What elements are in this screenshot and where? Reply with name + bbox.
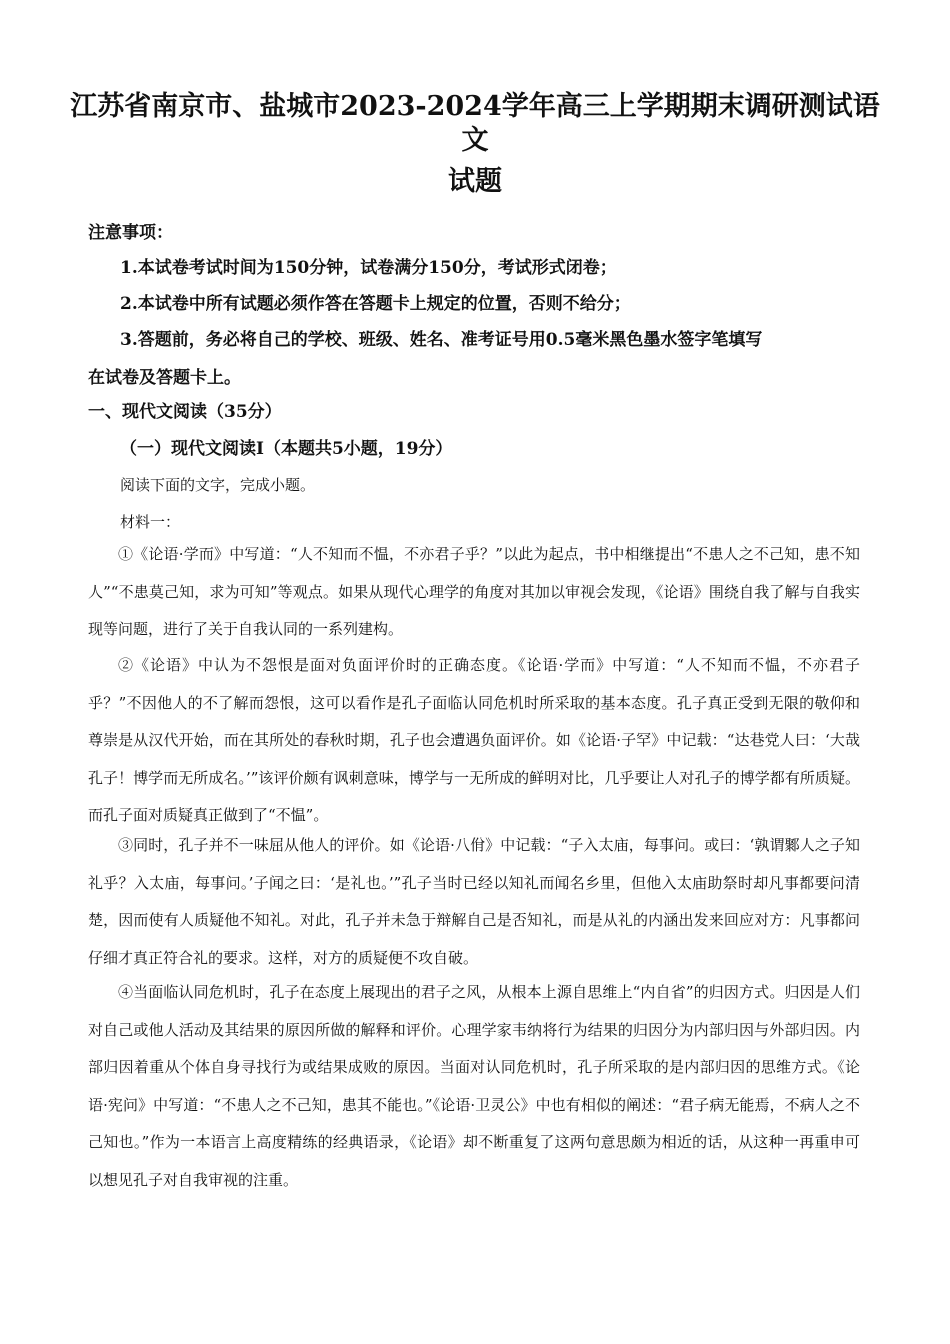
notice-item-3-line2: 在试卷及答题卡上。 <box>88 368 241 388</box>
passage-paragraph-3: ③同时，孔子并不一味屈从他人的评价。如《论语·八佾》中记载：“子入太庙，每事问。或曰：‘孰谓鄹人之子知礼乎？入太庙，每事问。’子闻之曰：‘是礼也。’”孔子当时已经以知礼而闻名乡里，但他入太庙助祭时却凡事都要问清楚，因而使有人质疑他不知礼。对此，孔子并未急于辩解自己是否知礼，而是从礼的内涵出发来回应对方：凡事都问仔细才真正符合礼的要求。这样，对方的质疑便不攻自破。 <box>88 836 860 967</box>
notice-heading: 注意事项： <box>88 223 173 243</box>
subsection-heading: （一）现代文阅读Ⅰ（本题共5小题，19分） <box>120 439 453 459</box>
passage-paragraph-2: ②《论语》中认为不怨恨是面对负面评价时的正确态度。《论语·学而》中写道：“人不知而不愠，不亦君子乎？”不因他人的不了解而怨恨，这可以看作是孔子面临认同危机时所采取的基本态度。孔子真正受到无限的敬仰和尊崇是从汉代开始，而在其所处的春秋时期，孔子也会遭遇负面评价。如《论语·子罕》中记载：“达巷党人曰：‘大哉孔子！博学而无所成名。’”该评价颇有讽刺意味，博学与一无所成的鲜明对比，几乎要让人对孔子的博学都有所质疑。而孔子面对质疑真正做到了“不愠”。 <box>88 656 860 824</box>
exam-title-line1: 江苏省南京市、盐城市2023-2024学年高三上学期期末调研测试语文 <box>70 91 880 156</box>
notice-item-1: 1.本试卷考试时间为150分钟，试卷满分150分，考试形式闭卷； <box>120 258 617 278</box>
notice-item-3-line1: 3.答题前，务必将自己的学校、班级、姓名、准考证号用0.5毫米黑色墨水签字笔填写 <box>120 330 763 350</box>
reading-instruction: 阅读下面的文字，完成小题。 <box>120 476 316 494</box>
material-label: 材料一： <box>120 513 181 531</box>
passage-paragraph-4: ④当面临认同危机时，孔子在态度上展现出的君子之风，从根本上源自思维上“内自省”的归因方式。归因是人们对自己或他人活动及其结果的原因所做的解释和评价。心理学家韦纳将行为结果的归因分为内部归因与外部归因。内部归因着重从个体自身寻找行为或结果成败的原因。当面对认同危机时，孔子所采取的是内部归因的思维方式。《论语·宪问》中写道：“不患人之不己知，患其不能也。”《论语·卫灵公》中也有相似的阐述：“君子病无能焉，不病人之不己知也。”作为一本语言上高度精练的经典语录，《论语》却不断重复了这两句意思颇为相近的话，从这种一再重申可以想见孔子对自我审视的注重。 <box>88 983 860 1189</box>
notice-item-2: 2.本试卷中所有试题必须作答在答题卡上规定的位置，否则不给分； <box>120 294 631 314</box>
exam-title-line2: 试题 <box>448 166 502 197</box>
section-heading: 一、现代文阅读（35分） <box>88 402 282 422</box>
passage-paragraph-1: ①《论语·学而》中写道：“人不知而不愠，不亦君子乎？”以此为起点，书中相继提出“不患人之不己知，患不知人”“不患莫己知，求为可知”等观点。如果从现代心理学的角度对其加以审视会发现，《论语》围绕自我了解与自我实现等问题，进行了关于自我认同的一系列建构。 <box>88 545 860 638</box>
